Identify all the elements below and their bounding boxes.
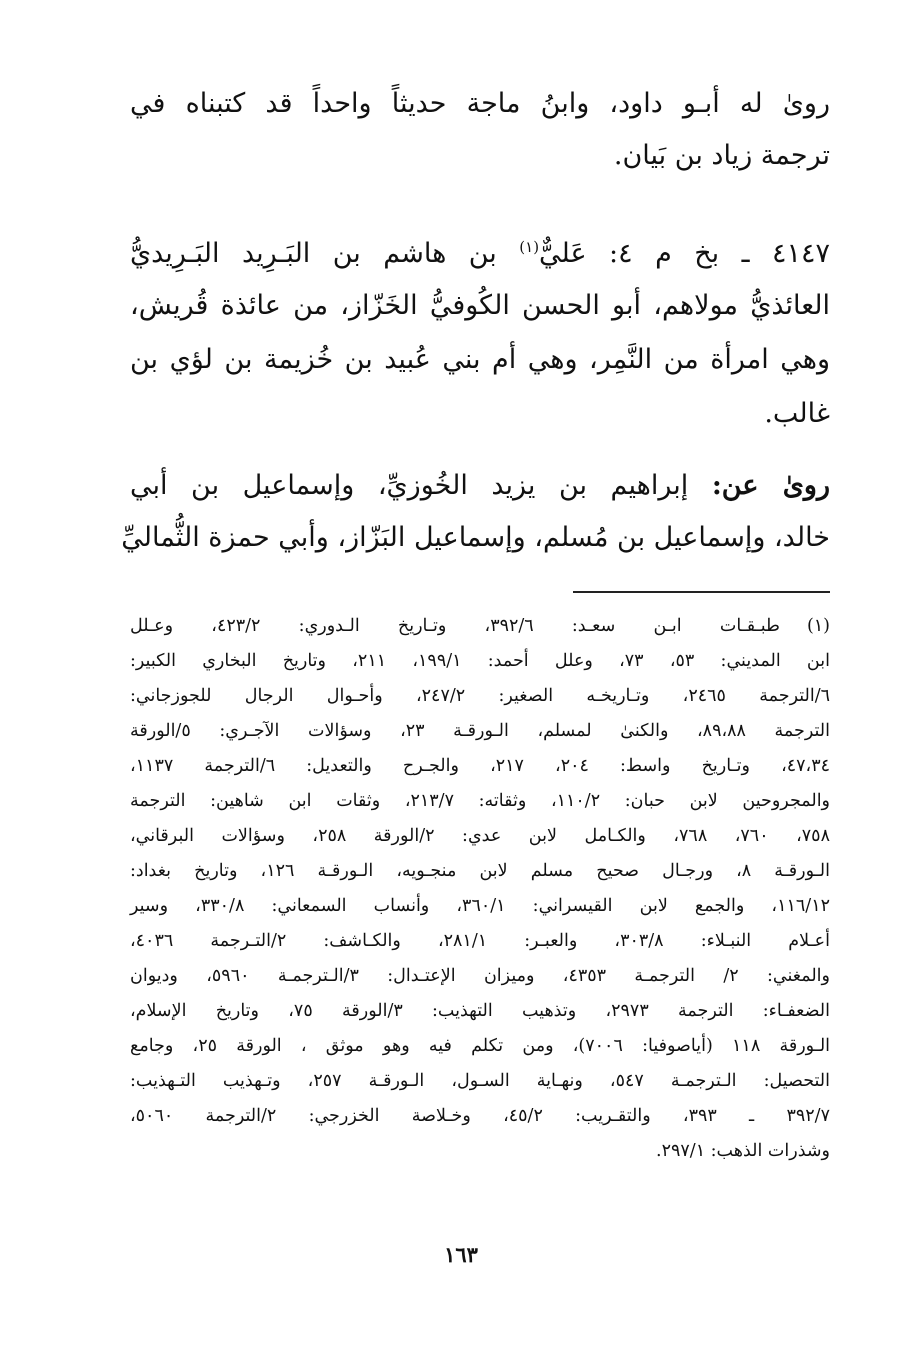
footnote-line: الترجمة ٨٩،٨٨، والكنىٰ لمسلم، الـورقـة ٢٣، وسؤالات الآجـري: ٥/الورقة — [130, 721, 830, 741]
footnote-line: ١١٦/١٢، والجمع لابن القيسراني: ٣٦٠/١، وأنساب السمعاني: ٣٣٠/٨، وسير — [130, 896, 830, 916]
entry-line: وهي امرأة من النَّمِر، وهي أم بني عُبيد بن خُزيمة بن لؤي بن — [130, 344, 830, 375]
narrated-from-names: إبراهيم بن يزيد الخُوزيِّ، وإسماعيل بن أبي — [130, 470, 712, 501]
footnote-line: والمجروحين لابن حبان: ١١٠/٢، وثقاته: ٢١٣/٧، وثقات ابن شاهين: الترجمة — [130, 791, 831, 811]
footnote-marker: (١) — [806, 616, 830, 636]
footnote-line: والمغني: ٢/ الترجمـة ٤٣٥٣، وميزان الإعتـدال: ٣/الـترجمـة ٥٩٦٠، وديوان — [130, 966, 830, 986]
footnote-line: وشذرات الذهب: ٢٩٧/١. — [656, 1141, 830, 1161]
footnote-line: ٣٩٢/٧ ـ ٣٩٣، والتقـريب: ٤٥/٢، وخـلاصة الخزرجي: ٢/الترجمة ٥٠٦٠، — [130, 1106, 830, 1126]
footnote-line: طبـقـات ابـن سعـد: ٣٩٢/٦، وتـاريخ الـدوري: ٤٢٣/٢، وعـلل — [130, 616, 780, 636]
entry-name-rest: بن هاشم بن البَـرِيد البَـرِيديُّ — [130, 238, 520, 269]
narrated-from-line — [130, 470, 830, 501]
footnote-line: ٦/الترجمة ٢٤٦٥، وتـاريخـه الصغير: ٢٤٧/٢، وأحـوال الرجال للجوزجاني: — [130, 686, 831, 706]
footnote-line: الضعفـاء: الترجمة ٢٩٧٣، وتذهيب التهذيب: ٣/الورقة ٧٥، وتاريخ الإسلام، — [130, 1001, 830, 1021]
narrated-from-line: خالد، وإسماعيل بن مُسلم، وإسماعيل البَزّاز، وأبي حمزة الثُّماليِّ — [121, 522, 830, 553]
footnote-reference: (١) — [519, 238, 540, 256]
footnote-line: الـورقـة ٨، ورجـال صحيح مسلم لابن منجـويه، الـورقـة ١٢٦، وتاريخ بغداد: — [130, 861, 830, 881]
footnote-line: أعـلام النبـلاء: ٣٠٣/٨، والعبـر: ٢٨١/١، والكـاشف: ٢/التـرجمة ٤٠٣٦، — [130, 931, 830, 951]
narrated-from-label: روىٰ عن: — [711, 470, 830, 501]
entry-heading-line — [130, 238, 830, 269]
footnote-line: ابن المديني: ٥٣، ٧٣، وعلل أحمد: ١٩٩/١، ٢١١، وتاريخ البخاري الكبير: — [130, 651, 830, 671]
entry-line: العائذيُّ مولاهم، أبو الحسن الكُوفيُّ الخَزّاز، من عائذة قُريش، — [130, 290, 830, 321]
footnote-line: الـورقة ١١٨ (أياصوفيا: ٧٠٠٦)، ومن تكلم فيه وهو موثق ، الورقة ٢٥، وجامع — [130, 1036, 831, 1056]
footnote-separator — [573, 591, 830, 593]
footnote-line: ٧٥٨، ٧٦٠، ٧٦٨، والكـامل لابن عدي: ٢/الورقة ٢٥٨، وسؤالات البرقاني، — [130, 826, 830, 846]
page-number: ١٦٣ — [444, 1242, 478, 1267]
footnote-line: ٤٧،٣٤، وتـاريخ واسط: ٢٠٤، ٢١٧، والجـرح والتعديل: ٦/الترجمة ١١٣٧، — [130, 756, 830, 776]
paragraph-line: روىٰ له أبـو داود، وابنُ ماجة حديثاً واحداً قد كتبناه في — [130, 88, 830, 119]
entry-line: غالب. — [764, 398, 830, 429]
paragraph-line: ترجمة زياد بن بَيان. — [613, 140, 830, 171]
footnote-line: التحصيل: الـترجمـة ٥٤٧، ونهـاية السـول، الـورقـة ٢٥٧، وتـهذيب التـهذيب: — [130, 1071, 830, 1091]
entry-number-and-name: ٤١٤٧ ـ بخ م ٤: عَليٌّ — [539, 238, 830, 269]
